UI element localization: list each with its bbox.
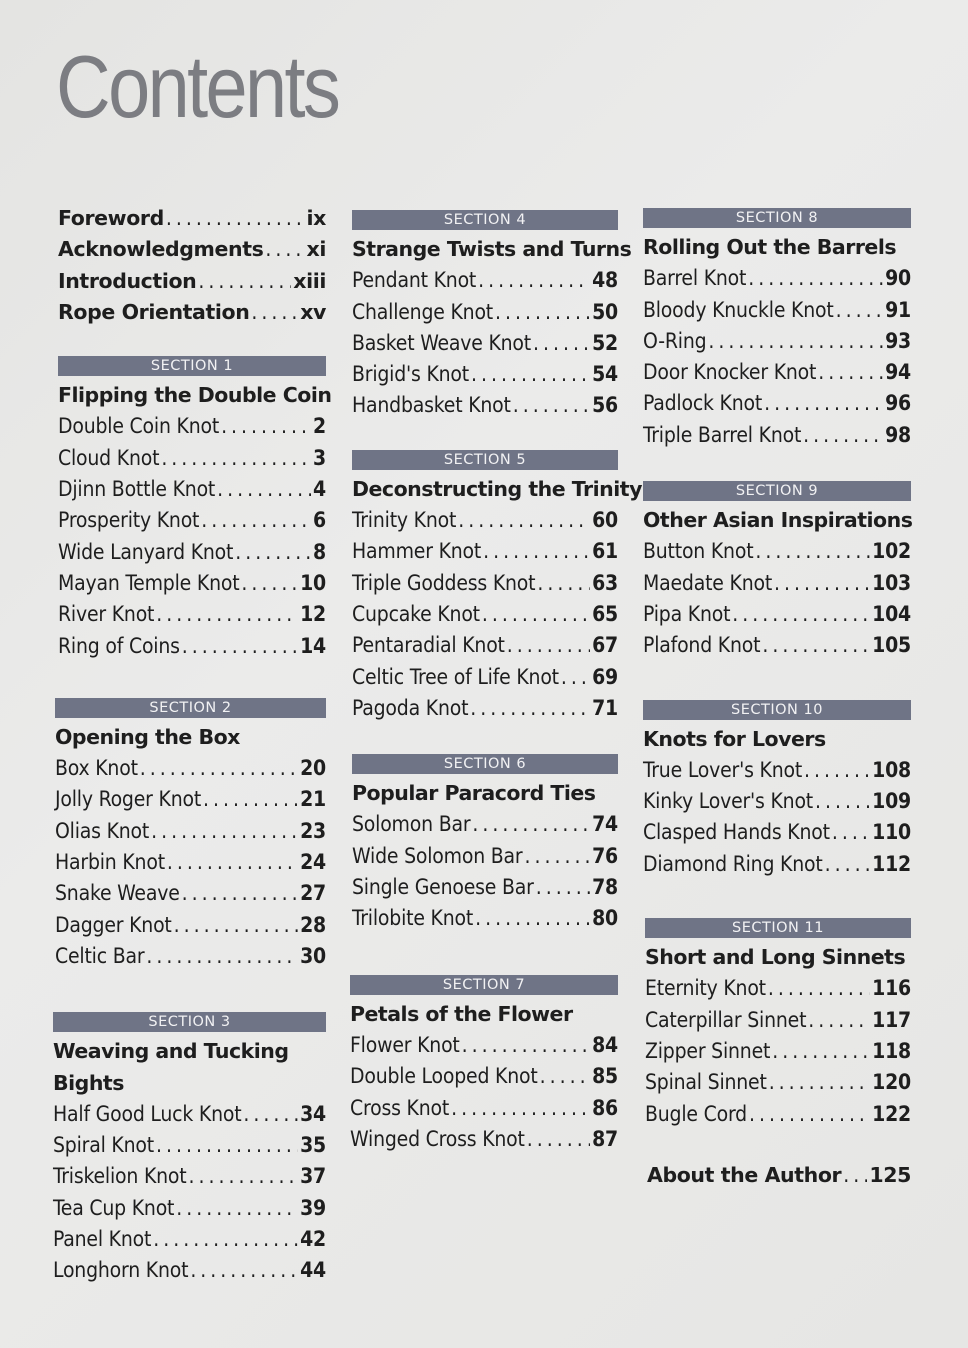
entry-title: Triple Barrel Knot xyxy=(643,422,802,447)
dot-leader xyxy=(265,234,304,265)
entry-title: Zipper Sinnet xyxy=(645,1038,771,1063)
section-11 xyxy=(645,918,911,1130)
toc-entry[interactable] xyxy=(53,1255,326,1286)
entry-page: 67 xyxy=(592,633,618,658)
dot-leader xyxy=(471,359,590,390)
toc-entry[interactable] xyxy=(643,786,911,817)
section-9 xyxy=(643,481,911,661)
dot-leader xyxy=(201,505,311,536)
toc-entry[interactable] xyxy=(55,753,326,784)
entry-title: Cross Knot xyxy=(350,1095,450,1120)
entry-page: 110 xyxy=(872,820,911,845)
entry-title: Bugle Cord xyxy=(645,1101,747,1126)
entry-title: Door Knocker Knot xyxy=(643,360,817,385)
entry-page: 8 xyxy=(313,539,326,564)
entry-title: Celtic Tree of Life Knot xyxy=(352,664,559,689)
dot-leader xyxy=(458,505,590,536)
toc-entry[interactable] xyxy=(55,784,326,815)
dot-leader xyxy=(243,1099,298,1130)
dot-leader xyxy=(836,295,884,326)
toc-entry[interactable] xyxy=(643,568,911,599)
entry-title: Cloud Knot xyxy=(58,445,160,470)
dot-leader xyxy=(513,390,590,421)
dot-leader xyxy=(772,1036,870,1067)
toc-column-2 xyxy=(350,210,642,1155)
toc-entry[interactable] xyxy=(352,568,618,599)
section-label: SECTION 2 xyxy=(55,698,326,718)
toc-entry[interactable] xyxy=(645,1067,911,1098)
section-label: SECTION 1 xyxy=(58,356,326,376)
entry-page: 39 xyxy=(300,1195,326,1220)
entry-page: 30 xyxy=(300,943,326,968)
dot-leader xyxy=(482,599,590,630)
toc-entry[interactable] xyxy=(352,328,618,359)
section-2 xyxy=(55,698,326,972)
entry-page: 42 xyxy=(300,1227,326,1252)
dot-leader xyxy=(527,1124,590,1155)
toc-entry[interactable] xyxy=(53,1130,326,1161)
dot-leader xyxy=(462,1030,590,1061)
dot-leader xyxy=(525,841,591,872)
entry-page: 35 xyxy=(300,1133,326,1158)
entry-title: Kinky Lover's Knot xyxy=(643,789,814,814)
entry-title: Clasped Hands Knot xyxy=(643,820,830,845)
section-10 xyxy=(643,700,911,880)
dot-leader xyxy=(161,443,311,474)
entry-page: 63 xyxy=(592,570,618,595)
section-title: Rolling Out the Barrels xyxy=(643,235,897,259)
entry-title: Introduction xyxy=(58,268,197,293)
dot-leader xyxy=(561,662,590,693)
entry-page: 94 xyxy=(885,360,911,385)
entry-page: 125 xyxy=(869,1162,911,1187)
section-label: SECTION 11 xyxy=(645,918,911,938)
section-title: Strange Twists and Turns xyxy=(352,237,632,261)
toc-entry[interactable] xyxy=(352,630,618,661)
entry-page: 96 xyxy=(885,391,911,416)
dot-leader xyxy=(774,568,870,599)
entry-page: 21 xyxy=(300,787,326,812)
toc-entry[interactable] xyxy=(352,265,618,296)
entry-page: 109 xyxy=(872,789,911,814)
toc-entry[interactable] xyxy=(352,536,618,567)
entry-page: 69 xyxy=(592,664,618,689)
entry-title: Spinal Sinnet xyxy=(645,1070,767,1095)
dot-leader xyxy=(755,536,870,567)
section-title: Weaving and Tucking Bights xyxy=(53,1039,289,1095)
dot-leader xyxy=(153,1224,298,1255)
section-title: Popular Paracord Ties xyxy=(352,781,596,806)
entry-title: Foreword xyxy=(58,206,164,230)
dot-leader xyxy=(769,1067,870,1098)
entry-title: Flower Knot xyxy=(350,1032,460,1057)
toc-entry[interactable] xyxy=(55,878,326,909)
toc-entry[interactable] xyxy=(643,536,911,567)
toc-entry[interactable] xyxy=(58,631,326,662)
dot-leader xyxy=(732,599,870,630)
section-3 xyxy=(53,1012,326,1286)
entry-title: Winged Cross Knot xyxy=(350,1126,525,1151)
entry-title: Caterpillar Sinnet xyxy=(645,1007,807,1032)
entry-page: 4 xyxy=(313,477,326,502)
toc-entry[interactable] xyxy=(58,599,326,630)
dot-leader xyxy=(451,1093,590,1124)
entry-page: 112 xyxy=(872,851,911,876)
dot-leader xyxy=(818,357,883,388)
entry-page: 20 xyxy=(300,756,326,781)
entry-title: Celtic Bar xyxy=(55,943,145,968)
entry-title: Prosperity Knot xyxy=(58,508,200,533)
section-title: Petals of the Flower xyxy=(350,1001,573,1026)
dot-leader xyxy=(808,1005,870,1036)
toc-entry[interactable] xyxy=(643,599,911,630)
toc-entry[interactable] xyxy=(350,1061,618,1092)
entry-page: xiii xyxy=(293,268,326,293)
section-label: SECTION 10 xyxy=(643,700,911,720)
entry-title: Basket Weave Knot xyxy=(352,330,531,355)
toc-entry[interactable] xyxy=(643,817,911,848)
entry-page: 91 xyxy=(885,297,911,322)
entry-title: True Lover's Knot xyxy=(643,757,803,782)
entry-title: Trinity Knot xyxy=(352,508,457,533)
entry-page: 52 xyxy=(592,330,618,355)
dot-leader xyxy=(198,266,291,297)
dot-leader xyxy=(475,903,590,934)
toc-entry[interactable] xyxy=(643,849,911,880)
back-matter xyxy=(647,1160,911,1191)
toc-entry-foreword[interactable] xyxy=(58,203,326,234)
toc-entry[interactable] xyxy=(55,910,326,941)
section-label: SECTION 5 xyxy=(352,450,618,470)
entry-title: Plafond Knot xyxy=(643,633,761,658)
toc-entry[interactable] xyxy=(643,326,911,357)
toc-entry[interactable] xyxy=(643,420,911,451)
entry-page: 120 xyxy=(872,1070,911,1095)
entry-title: Box Knot xyxy=(55,756,138,781)
toc-entry[interactable] xyxy=(58,411,326,442)
entry-title: Handbasket Knot xyxy=(352,393,511,418)
toc-entry[interactable] xyxy=(645,1005,911,1036)
dot-leader xyxy=(748,263,883,294)
dot-leader xyxy=(146,941,298,972)
toc-entry[interactable] xyxy=(643,755,911,786)
toc-entry[interactable] xyxy=(53,1224,326,1255)
section-5 xyxy=(352,450,642,724)
entry-title: Brigid's Knot xyxy=(352,362,469,387)
dot-leader xyxy=(533,328,590,359)
entry-title: Wide Lanyard Knot xyxy=(58,539,234,564)
entry-title: Hammer Knot xyxy=(352,539,482,564)
toc-entry[interactable] xyxy=(352,693,618,724)
entry-title: Wide Solomon Bar xyxy=(352,843,523,868)
entry-page: 44 xyxy=(300,1258,326,1283)
toc-entry-introduction[interactable] xyxy=(58,266,326,297)
dot-leader xyxy=(825,849,871,880)
entry-title: Pipa Knot xyxy=(643,601,731,626)
entry-page: 103 xyxy=(872,570,911,595)
dot-leader xyxy=(804,755,870,786)
entry-page: 2 xyxy=(313,414,326,439)
section-6 xyxy=(352,754,618,934)
entry-title: Double Looped Knot xyxy=(350,1064,538,1089)
entry-page: 87 xyxy=(592,1126,618,1151)
dot-leader xyxy=(182,631,298,662)
entry-title: Triskelion Knot xyxy=(53,1164,187,1189)
entry-page: 12 xyxy=(300,602,326,627)
entry-title: Ring of Coins xyxy=(58,633,180,658)
entry-title: Jolly Roger Knot xyxy=(55,787,202,812)
entry-title: Challenge Knot xyxy=(352,299,494,324)
entry-title: Harbin Knot xyxy=(55,850,165,875)
entry-page: 34 xyxy=(300,1101,326,1126)
dot-leader xyxy=(167,847,298,878)
entry-title: Acknowledgments xyxy=(58,237,264,262)
dot-leader xyxy=(156,599,298,630)
entry-page: 85 xyxy=(592,1064,618,1089)
entry-page: 10 xyxy=(300,570,326,595)
toc-entry[interactable] xyxy=(643,357,911,388)
entry-page: 56 xyxy=(592,393,618,418)
section-label: SECTION 9 xyxy=(643,481,911,501)
toc-entry[interactable] xyxy=(55,941,326,972)
entry-page: 76 xyxy=(592,843,618,868)
entry-title: Button Knot xyxy=(643,539,754,564)
toc-entry[interactable] xyxy=(352,505,618,536)
entry-title: Rope Orientation xyxy=(58,299,250,324)
entry-title: Dagger Knot xyxy=(55,912,172,937)
entry-title: Half Good Luck Knot xyxy=(53,1101,242,1126)
entry-page: 14 xyxy=(300,633,326,658)
entry-title: Pentaradial Knot xyxy=(352,633,505,658)
entry-page: 65 xyxy=(592,601,618,626)
section-title: Deconstructing the Trinity xyxy=(352,476,642,501)
entry-title: Eternity Knot xyxy=(645,976,766,1001)
toc-entry[interactable] xyxy=(58,474,326,505)
toc-entry[interactable] xyxy=(352,872,618,903)
entry-title: Barrel Knot xyxy=(643,266,747,291)
entry-page: 108 xyxy=(872,757,911,782)
entry-title: Spiral Knot xyxy=(53,1133,154,1158)
toc-entry[interactable] xyxy=(58,505,326,536)
toc-entry[interactable] xyxy=(352,903,618,934)
dot-leader xyxy=(762,630,870,661)
section-7 xyxy=(350,975,618,1155)
section-title: Flipping the Double Coin xyxy=(58,383,332,408)
toc-entry[interactable] xyxy=(643,295,911,326)
toc-entry[interactable] xyxy=(352,359,618,390)
entry-title: Solomon Bar xyxy=(352,812,471,837)
toc-entry[interactable] xyxy=(645,1036,911,1067)
entry-page: 60 xyxy=(592,508,618,533)
section-4 xyxy=(352,210,632,422)
entry-title: Djinn Bottle Knot xyxy=(58,477,216,502)
toc-entry[interactable] xyxy=(58,568,326,599)
dot-leader xyxy=(174,910,298,941)
section-label: SECTION 4 xyxy=(352,210,618,230)
entry-page: 116 xyxy=(872,976,911,1001)
entry-page: 50 xyxy=(592,299,618,324)
dot-leader xyxy=(478,265,590,296)
dot-leader xyxy=(140,753,298,784)
dot-leader xyxy=(472,809,590,840)
entry-page: 28 xyxy=(300,912,326,937)
entry-title: Mayan Temple Knot xyxy=(58,570,240,595)
toc-entry[interactable] xyxy=(350,1030,618,1061)
entry-page: ix xyxy=(306,206,326,230)
entry-title: Olias Knot xyxy=(55,818,150,843)
entry-page: 71 xyxy=(592,695,618,720)
section-title: Knots for Lovers xyxy=(643,726,826,751)
entry-title: Diamond Ring Knot xyxy=(643,851,823,876)
entry-page: 27 xyxy=(300,881,326,906)
entry-page: xv xyxy=(300,299,326,324)
toc-entry-rope-orientation[interactable] xyxy=(58,297,326,328)
dot-leader xyxy=(803,420,883,451)
dot-leader xyxy=(235,537,311,568)
dot-leader xyxy=(470,693,590,724)
dot-leader xyxy=(764,388,883,419)
toc-entry[interactable] xyxy=(643,263,911,294)
entry-page: 23 xyxy=(300,818,326,843)
entry-title: Maedate Knot xyxy=(643,570,773,595)
section-title: Short and Long Sinnets xyxy=(645,945,906,970)
toc-entry[interactable] xyxy=(352,297,618,328)
entry-page: 54 xyxy=(592,362,618,387)
entry-title: Snake Weave xyxy=(55,881,180,906)
entry-page: 37 xyxy=(300,1164,326,1189)
entry-page: 6 xyxy=(313,508,326,533)
entry-title: Bloody Knuckle Knot xyxy=(643,297,834,322)
entry-title: River Knot xyxy=(58,602,155,627)
entry-page: 61 xyxy=(592,539,618,564)
front-matter xyxy=(58,203,326,328)
dot-leader xyxy=(221,411,311,442)
toc-entry[interactable] xyxy=(352,841,618,872)
toc-entry-acknowledgments[interactable] xyxy=(58,234,326,265)
entry-page: 24 xyxy=(300,850,326,875)
dot-leader xyxy=(182,878,298,909)
section-label: SECTION 7 xyxy=(350,975,618,995)
dot-leader xyxy=(166,203,305,234)
entry-title: About the Author xyxy=(647,1162,842,1187)
toc-entry[interactable] xyxy=(55,816,326,847)
dot-leader xyxy=(749,1099,870,1130)
entry-page: 102 xyxy=(872,539,911,564)
dot-leader xyxy=(507,630,590,661)
entry-page: 117 xyxy=(872,1007,911,1032)
dot-leader xyxy=(203,784,298,815)
entry-page: 48 xyxy=(592,268,618,293)
entry-title: Double Coin Knot xyxy=(58,414,220,439)
entry-page: 3 xyxy=(313,445,326,470)
section-label: SECTION 8 xyxy=(643,208,911,228)
toc-entry[interactable] xyxy=(55,847,326,878)
dot-leader xyxy=(832,817,870,848)
entry-page: 80 xyxy=(592,906,618,931)
dot-leader xyxy=(536,872,590,903)
dot-leader xyxy=(176,1193,298,1224)
toc-entry[interactable] xyxy=(53,1099,326,1130)
entry-title: Cupcake Knot xyxy=(352,601,480,626)
entry-page: 86 xyxy=(592,1095,618,1120)
toc-column-1 xyxy=(53,203,332,1287)
entry-page: 90 xyxy=(885,266,911,291)
dot-leader xyxy=(768,973,870,1004)
entry-title: Triple Goddess Knot xyxy=(352,570,536,595)
entry-page: xi xyxy=(306,237,326,262)
toc-entry[interactable] xyxy=(352,809,618,840)
section-title: Opening the Box xyxy=(55,724,240,749)
dot-leader xyxy=(251,297,298,328)
page-title: Contents xyxy=(56,37,339,136)
dot-leader xyxy=(188,1161,298,1192)
entry-title: O-Ring xyxy=(643,328,707,353)
toc-entry-about-the-author[interactable] xyxy=(647,1160,911,1191)
entry-page: 105 xyxy=(872,633,911,658)
toc-entry[interactable] xyxy=(645,973,911,1004)
dot-leader xyxy=(815,786,870,817)
section-label: SECTION 3 xyxy=(53,1012,326,1032)
entry-page: 78 xyxy=(592,875,618,900)
entry-page: 93 xyxy=(885,328,911,353)
entry-page: 118 xyxy=(872,1038,911,1063)
toc-entry[interactable] xyxy=(645,1099,911,1130)
dot-leader xyxy=(708,326,883,357)
dot-leader xyxy=(151,816,298,847)
dot-leader xyxy=(843,1160,867,1191)
toc-entry[interactable] xyxy=(350,1093,618,1124)
entry-title: Panel Knot xyxy=(53,1227,152,1252)
toc-entry[interactable] xyxy=(58,537,326,568)
entry-page: 98 xyxy=(885,422,911,447)
entry-page: 74 xyxy=(592,812,618,837)
toc-entry[interactable] xyxy=(58,443,326,474)
toc-entry[interactable] xyxy=(643,630,911,661)
entry-title: Pagoda Knot xyxy=(352,695,469,720)
section-1 xyxy=(58,356,332,662)
entry-title: Tea Cup Knot xyxy=(53,1195,175,1220)
toc-entry[interactable] xyxy=(352,390,618,421)
dot-leader xyxy=(483,536,590,567)
entry-title: Single Genoese Bar xyxy=(352,875,534,900)
section-title: Other Asian Inspirations xyxy=(643,508,913,533)
dot-leader xyxy=(540,1061,591,1092)
toc-column-3 xyxy=(643,208,911,1191)
toc-entry[interactable] xyxy=(53,1161,326,1192)
dot-leader xyxy=(495,297,590,328)
entry-page: 104 xyxy=(872,601,911,626)
dot-leader xyxy=(241,568,298,599)
toc-entry[interactable] xyxy=(643,388,911,419)
toc-entry[interactable] xyxy=(352,599,618,630)
dot-leader xyxy=(217,474,311,505)
section-label: SECTION 6 xyxy=(352,754,618,774)
entry-page: 84 xyxy=(592,1032,618,1057)
entry-title: Padlock Knot xyxy=(643,391,763,416)
entry-page: 122 xyxy=(872,1101,911,1126)
dot-leader xyxy=(190,1255,298,1286)
dot-leader xyxy=(537,568,590,599)
dot-leader xyxy=(156,1130,298,1161)
entry-title: Longhorn Knot xyxy=(53,1258,189,1283)
toc-entry[interactable] xyxy=(53,1193,326,1224)
toc-entry[interactable] xyxy=(352,662,618,693)
entry-title: Pendant Knot xyxy=(352,268,477,293)
section-8 xyxy=(643,208,911,451)
entry-title: Trilobite Knot xyxy=(352,906,474,931)
toc-entry[interactable] xyxy=(350,1124,618,1155)
